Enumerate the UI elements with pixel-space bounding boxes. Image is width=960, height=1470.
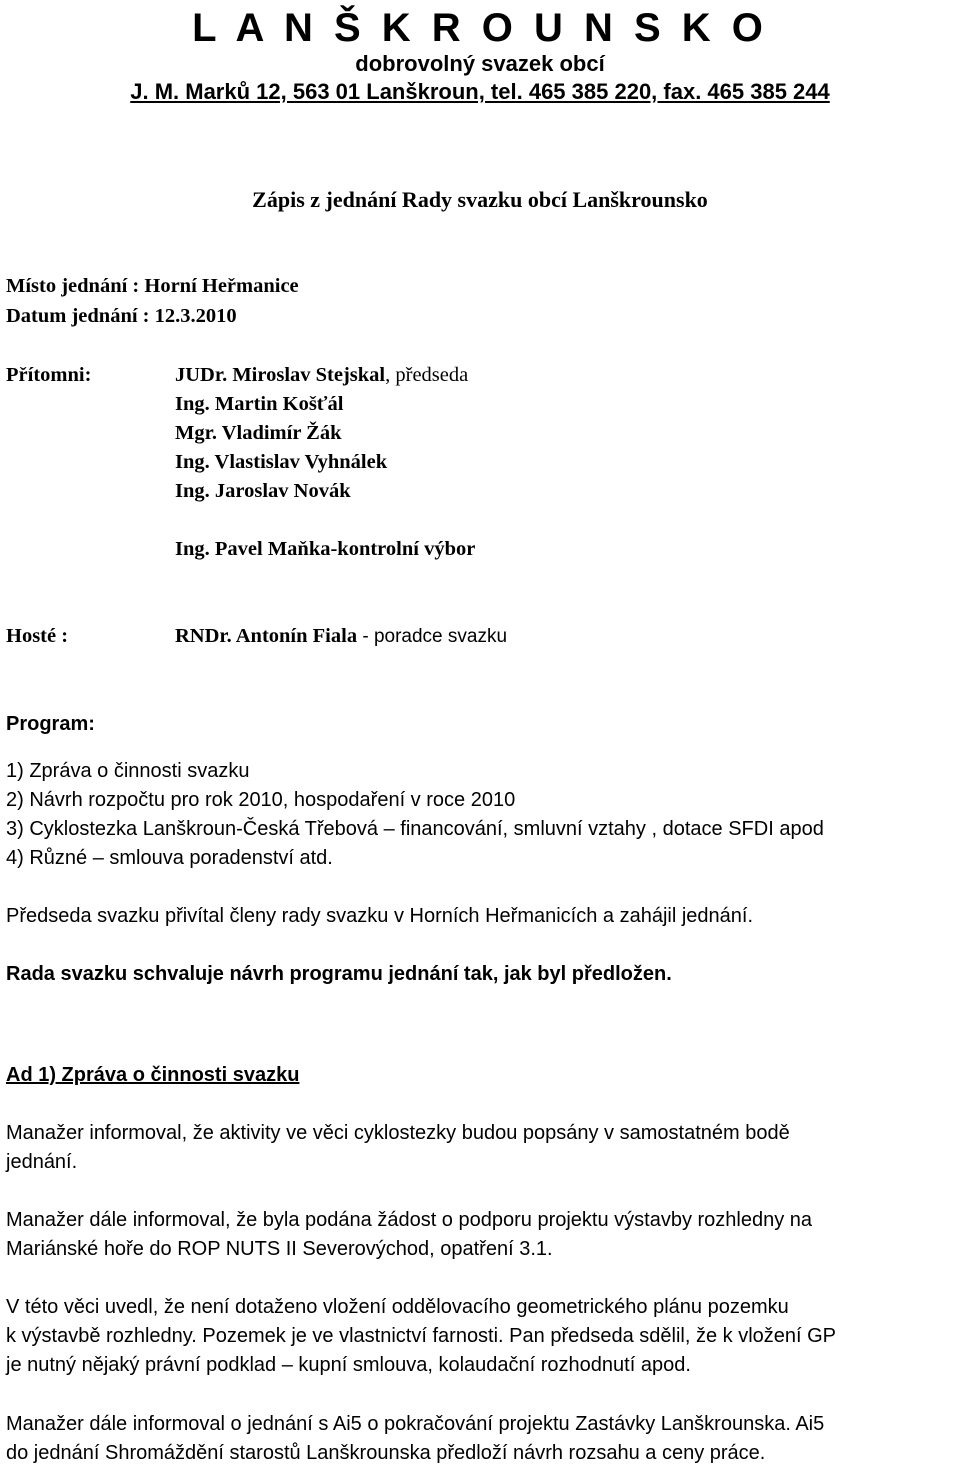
paragraph-line: Manažer informoval, že aktivity ve věci cyklostezky budou popsány v samostatném bodě — [6, 1122, 790, 1144]
section1-heading: Ad 1) Zpráva o činnosti svazku — [6, 1064, 300, 1086]
program-item: 4) Různé – smlouva poradenství atd. — [6, 847, 333, 869]
attendee-extra: Ing. Pavel Maňka-kontrolní výbor — [175, 538, 476, 560]
attendee-1: Ing. Martin Košťál — [175, 393, 344, 415]
attendee-role: , předseda — [385, 364, 469, 386]
paragraph-line: k výstavbě rozhledny. Pozemek je ve vlastnictví farnosti. Pan předseda sdělil, že k vložení GP — [6, 1325, 837, 1347]
org-subtitle: dobrovolný svazek obcí — [355, 51, 605, 76]
attendees-label: Přítomni: — [6, 364, 92, 386]
paragraph-line: jednání. — [6, 1151, 78, 1173]
resolution-text: Rada svazku schvaluje návrh programu jednání tak, jak byl předložen. — [6, 963, 672, 985]
opening-text: Předseda svazku přivítal členy rady svazku v Horních Heřmanicích a zahájil jednání. — [6, 905, 754, 927]
guests-label: Hosté : — [6, 625, 69, 647]
org-title: L A N Š K R O U N S K O — [192, 6, 768, 50]
doc-title: Zápis z jednání Rady svazku obcí Lanškrounsko — [252, 187, 708, 212]
guest-name: RNDr. Antonín Fiala — [175, 625, 358, 647]
meeting-date: Datum jednání : 12.3.2010 — [6, 305, 237, 327]
paragraph-line: do jednání Shromáždění starostů Lanškrounska předloží návrh rozsahu a ceny práce. — [6, 1442, 766, 1464]
meeting-place: Místo jednání : Horní Heřmanice — [6, 275, 299, 297]
program-item: 2) Návrh rozpočtu pro rok 2010, hospodaření v roce 2010 — [6, 789, 516, 811]
attendee-2: Mgr. Vladimír Žák — [175, 422, 342, 444]
attendee-3: Ing. Vlastislav Vyhnálek — [175, 451, 388, 473]
program-label: Program: — [6, 713, 95, 735]
paragraph-line: Manažer dále informoval o jednání s Ai5 o pokračování projektu Zastávky Lanškrounska. Ai5 — [6, 1413, 825, 1435]
program-item: 3) Cyklostezka Lanškroun-Česká Třebová – financování, smluvní vztahy , dotace SFDI apod — [6, 818, 824, 840]
paragraph-line: je nutný nějaký právní podklad – kupní smlouva, kolaudační rozhodnutí apod. — [6, 1354, 691, 1376]
attendee-name: JUDr. Miroslav Stejskal — [175, 364, 386, 386]
attendee-4: Ing. Jaroslav Novák — [175, 480, 351, 502]
paragraph-line: Manažer dále informoval, že byla podána žádost o podporu projektu výstavby rozhledny na — [6, 1209, 813, 1231]
guest-entry — [175, 622, 507, 651]
paragraph-line: Mariánské hoře do ROP NUTS II Severovýchod, opatření 3.1. — [6, 1238, 553, 1260]
attendee-0 — [175, 361, 468, 390]
program-item: 1) Zpráva o činnosti svazku — [6, 760, 250, 782]
guest-role: - poradce svazku — [357, 626, 508, 647]
org-address: J. M. Marků 12, 563 01 Lanškroun, tel. 465 385 220, fax. 465 385 244 — [130, 79, 830, 104]
paragraph-line: V této věci uvedl, že není dotaženo vložení oddělovacího geometrického plánu pozemku — [6, 1296, 789, 1318]
